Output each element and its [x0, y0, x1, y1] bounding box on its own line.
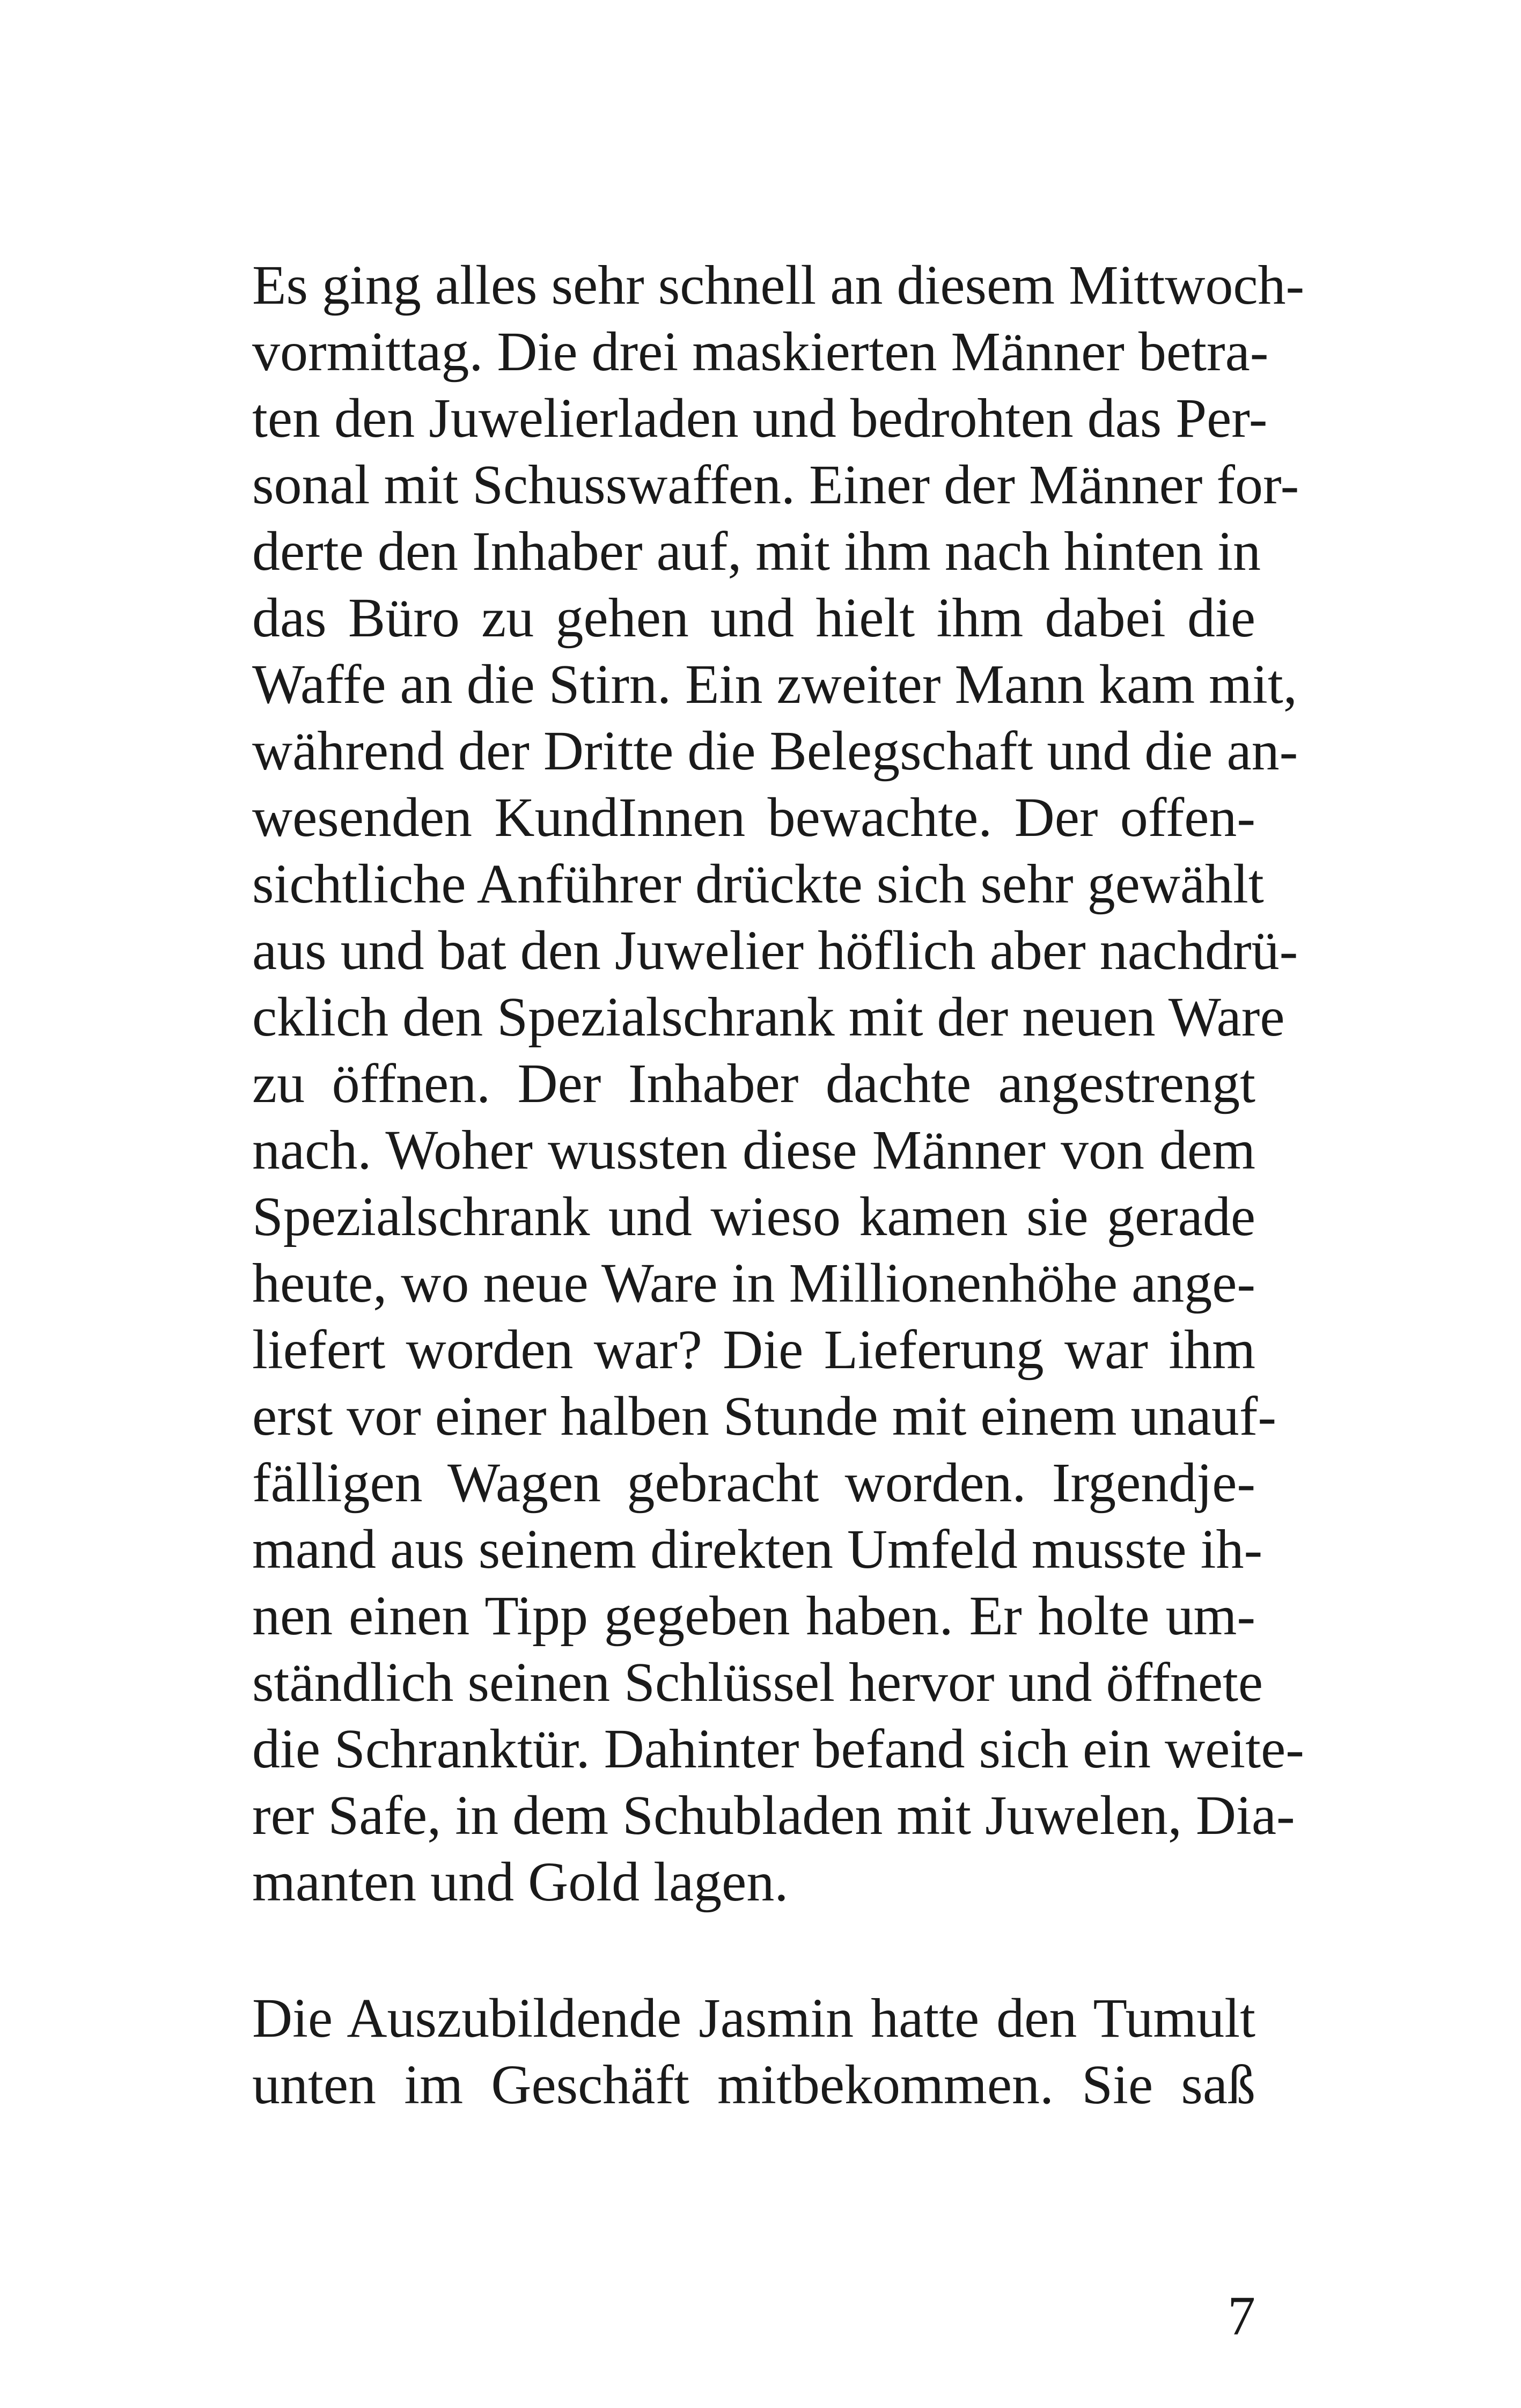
text-line: ständlich seinen Schlüssel hervor und öffnete: [252, 1651, 1263, 1713]
text-line: Waffe an die Stirn. Ein zweiter Mann kam mit,: [252, 654, 1297, 715]
text-line: das Büro zu gehen und hielt ihm dabei die: [252, 587, 1255, 649]
text-line: fälligen Wagen gebracht worden. Irgendje-: [252, 1452, 1255, 1514]
text-line: manten und Gold lagen.: [252, 1851, 789, 1913]
text-line: ten den Juwelierladen und bedrohten das Per-: [252, 387, 1268, 449]
text-line: zu öffnen. Der Inhaber dachte angestrengt: [252, 1053, 1255, 1114]
text-line: cklich den Spezialschrank mit der neuen Ware: [252, 986, 1285, 1048]
text-line: unten im Geschäft mitbekommen. Sie saß: [252, 2054, 1255, 2116]
text-line: Die Auszubildende Jasmin hatte den Tumult: [252, 1987, 1255, 2049]
paragraph-1: [252, 252, 1305, 1915]
text-line: sonal mit Schusswaffen. Einer der Männer for-: [252, 454, 1299, 516]
text-line: vormittag. Die drei maskierten Männer betra-: [252, 321, 1269, 383]
text-line: während der Dritte die Belegschaft und die an-: [252, 720, 1298, 782]
text-line: rer Safe, in dem Schubladen mit Juwelen, Dia-: [252, 1785, 1295, 1846]
text-line: die Schranktür. Dahinter befand sich ein weite-: [252, 1718, 1304, 1780]
text-line: heute, wo neue Ware in Millionenhöhe ange-: [252, 1252, 1255, 1314]
text-line: derte den Inhaber auf, mit ihm nach hinten in: [252, 520, 1261, 582]
text-line: Es ging alles sehr schnell an diesem Mittwoch-: [252, 254, 1305, 316]
text-line: nach. Woher wussten diese Männer von dem: [252, 1119, 1255, 1181]
text-line: nen einen Tipp gegeben haben. Er holte um-: [252, 1585, 1255, 1647]
text-line: sichtliche Anführer drückte sich sehr gewählt: [252, 853, 1264, 915]
paragraph-2: [252, 1985, 1255, 2118]
page-number: 7: [1228, 2285, 1255, 2347]
text-line: mand aus seinem direkten Umfeld musste ih-: [252, 1518, 1263, 1580]
text-line: liefert worden war? Die Lieferung war ihm: [252, 1319, 1255, 1381]
text-line: erst vor einer halben Stunde mit einem unauf-: [252, 1385, 1276, 1447]
text-line: Spezialschrank und wieso kamen sie gerade: [252, 1186, 1255, 1247]
text-line: wesenden KundInnen bewachte. Der offen-: [252, 787, 1255, 848]
text-line: aus und bat den Juwelier höflich aber nachdrü-: [252, 920, 1298, 981]
